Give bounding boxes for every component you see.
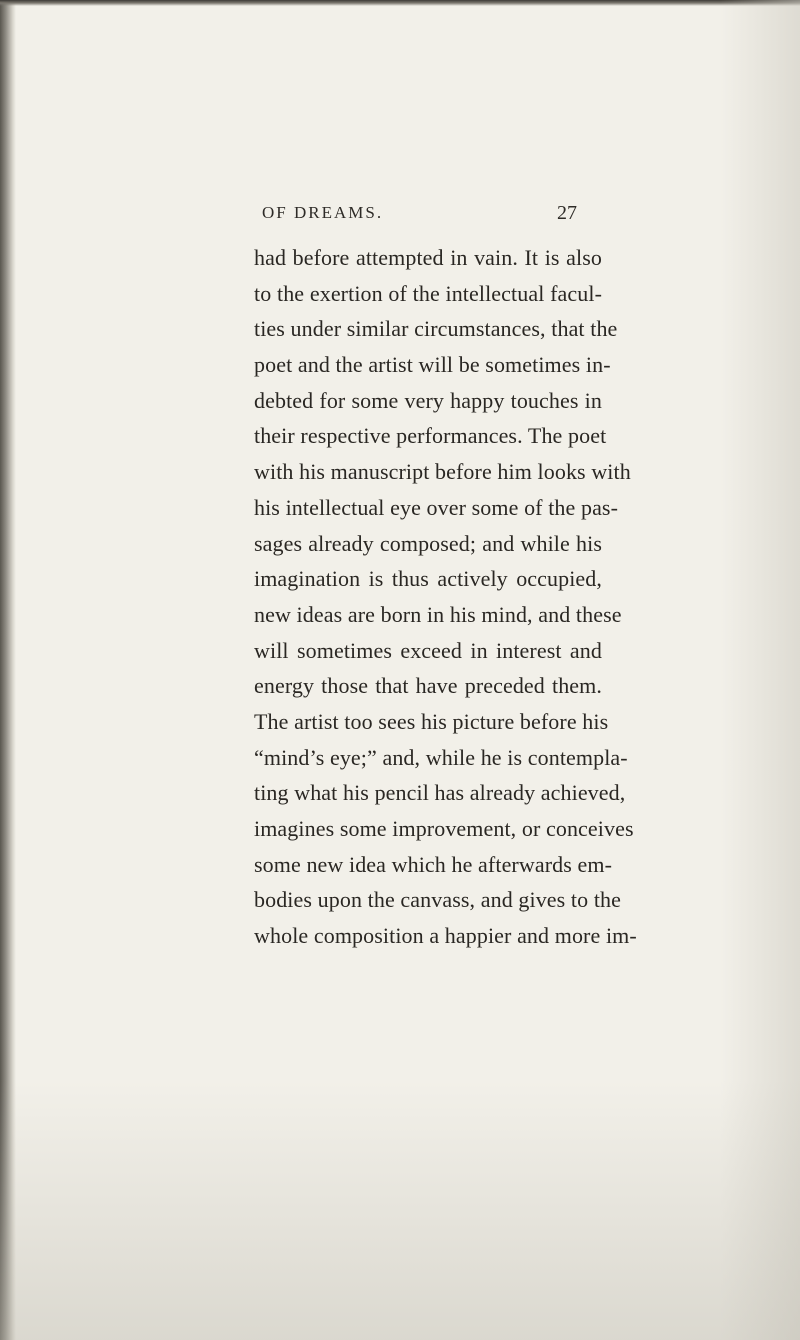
text-line: will sometimes exceed in interest and — [254, 637, 602, 663]
text-line: with his manuscript before him looks with — [254, 459, 631, 485]
text-line: to the exertion of the intellectual facul- — [254, 280, 602, 306]
page-top-edge — [0, 0, 800, 6]
text-line: energy those that have preceded them. — [254, 673, 602, 699]
running-head — [220, 200, 600, 226]
text-line: imagines some improvement, or conceives — [254, 816, 634, 841]
text-line: imagination is thus actively occupied, — [254, 566, 602, 592]
text-line: bodies upon the canvass, and gives to the — [254, 887, 622, 913]
text-line: sages already composed; and while his — [254, 530, 602, 556]
page-bottom-vignette — [0, 1080, 800, 1340]
body-text — [254, 240, 637, 954]
text-line: The artist too sees his picture before his — [254, 708, 609, 734]
text-line: ties under similar circumstances, that the — [254, 316, 618, 342]
text-line: whole composition a happier and more im- — [254, 923, 637, 949]
text-line: their respective performances. The poet — [254, 423, 607, 449]
text-line: “mind’s eye;” and, while he is contempla- — [254, 744, 628, 770]
page-number: 27 — [557, 202, 577, 224]
text-line: his intellectual eye over some of the pas- — [254, 494, 619, 520]
text-line: poet and the artist will be sometimes in- — [254, 352, 611, 378]
text-line: had before attempted in vain. It is also — [254, 245, 602, 270]
text-line: some new idea which he afterwards em- — [254, 851, 612, 877]
running-title: OF DREAMS. — [262, 203, 384, 222]
text-line: ting what his pencil has already achieved, — [254, 780, 626, 806]
text-line: new ideas are born in his mind, and these — [254, 601, 622, 627]
text-line: debted for some very happy touches in — [254, 387, 602, 413]
